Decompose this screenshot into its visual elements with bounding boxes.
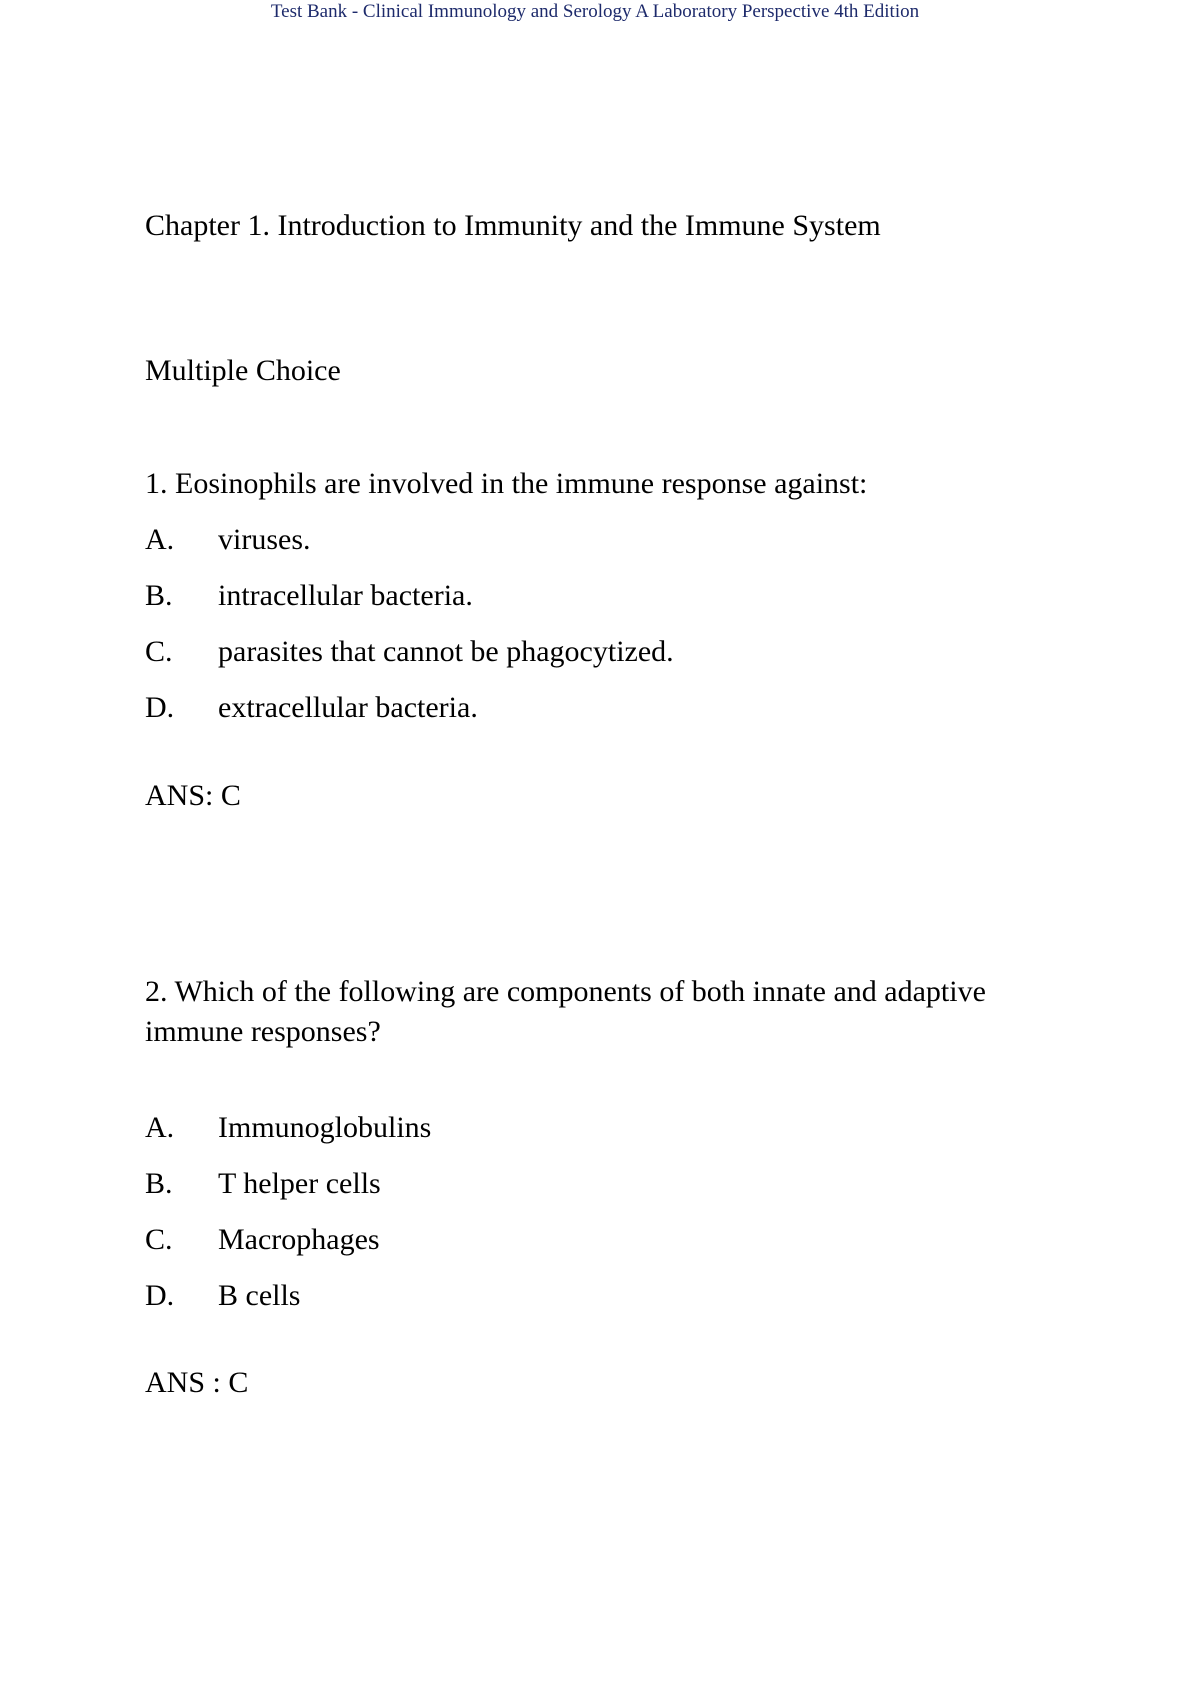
option-a xyxy=(145,1100,1075,1156)
question-2 xyxy=(145,972,1075,1401)
option-c xyxy=(145,624,1075,680)
option-text: Immunoglobulins xyxy=(218,1111,432,1144)
option-letter: B. xyxy=(145,1167,173,1200)
option-letter: A. xyxy=(145,1111,175,1144)
option-d xyxy=(145,1268,1075,1324)
option-letter: C. xyxy=(145,635,173,668)
option-letter: D. xyxy=(145,1279,175,1312)
answer-options xyxy=(145,512,1075,736)
option-text: viruses. xyxy=(218,523,311,556)
option-text: intracellular bacteria. xyxy=(218,579,473,612)
option-text: extracellular bacteria. xyxy=(218,691,478,724)
option-b xyxy=(145,568,1075,624)
option-text: B cells xyxy=(218,1279,301,1312)
answer-options xyxy=(145,1100,1075,1324)
option-letter: D. xyxy=(145,691,175,724)
option-text: T helper cells xyxy=(218,1167,381,1200)
question-text: 2. Which of the following are components of both innate and adaptive immune responses? xyxy=(145,975,986,1048)
option-text: Macrophages xyxy=(218,1223,380,1256)
section-title: Multiple Choice xyxy=(145,354,341,387)
option-d xyxy=(145,680,1075,736)
question-1 xyxy=(145,464,1075,814)
question-text: 1. Eosinophils are involved in the immune response against: xyxy=(145,467,868,500)
option-letter: C. xyxy=(145,1223,173,1256)
option-letter: B. xyxy=(145,579,173,612)
answer-key: ANS: C xyxy=(145,779,241,812)
answer-key: ANS : C xyxy=(145,1366,249,1399)
page-header: Test Bank - Clinical Immunology and Serology A Laboratory Perspective 4th Edition xyxy=(270,1,920,22)
option-text: parasites that cannot be phagocytized. xyxy=(218,635,674,668)
option-a xyxy=(145,512,1075,568)
option-c xyxy=(145,1212,1075,1268)
option-letter: A. xyxy=(145,523,175,556)
option-b xyxy=(145,1156,1075,1212)
chapter-title: Chapter 1. Introduction to Immunity and the Immune System xyxy=(145,209,881,242)
